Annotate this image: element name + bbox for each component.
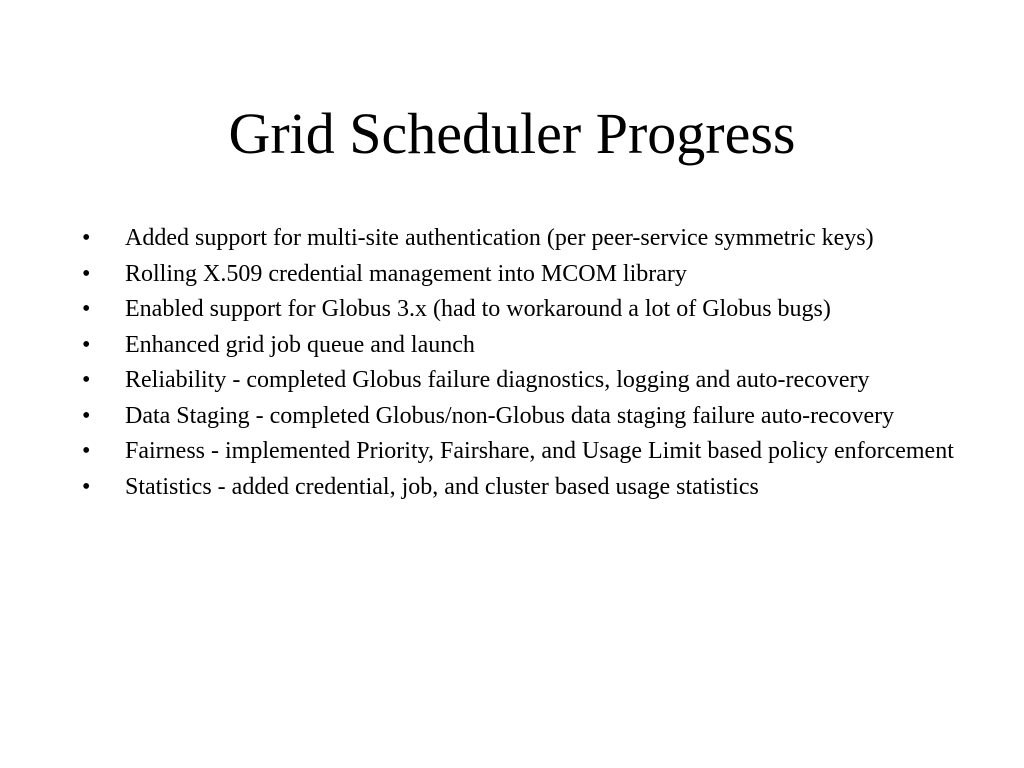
bullet-icon: • [82, 367, 91, 393]
bullet-text: Added support for multi-site authentication (per peer-service symmetric keys) [125, 225, 874, 251]
bullet-item [82, 403, 962, 430]
bullet-text: Rolling X.509 credential management into MCOM library [125, 260, 687, 287]
bullet-list [82, 225, 962, 509]
bullet-text: Data Staging - completed Globus/non-Globus data staging failure auto-recovery [125, 402, 895, 429]
bullet-icon: • [82, 438, 91, 464]
bullet-item [82, 296, 962, 323]
bullet-item [82, 367, 962, 394]
bullet-icon: • [82, 402, 91, 429]
bullet-text: Statistics - added credential, job, and cluster based usage statistics [125, 473, 759, 500]
bullet-item [82, 438, 962, 465]
bullet-item [82, 474, 962, 501]
slide-title: Grid Scheduler Progress [228, 101, 796, 166]
bullet-icon: • [82, 260, 91, 287]
bullet-text: Reliability - completed Globus failure diagnostics, logging and auto-recovery [125, 367, 870, 393]
bullet-text: Fairness - implemented Priority, Fairshare, and Usage Limit based policy enforcement [125, 438, 954, 464]
bullet-text: Enabled support for Globus 3.x (had to workaround a lot of Globus bugs) [125, 296, 831, 322]
bullet-icon: • [82, 225, 91, 251]
bullet-item [82, 225, 962, 252]
bullet-icon: • [82, 473, 91, 500]
bullet-text: Enhanced grid job queue and launch [125, 331, 475, 358]
bullet-item [82, 332, 962, 359]
bullet-icon: • [82, 296, 91, 322]
bullet-icon: • [82, 331, 91, 358]
bullet-item [82, 261, 962, 288]
